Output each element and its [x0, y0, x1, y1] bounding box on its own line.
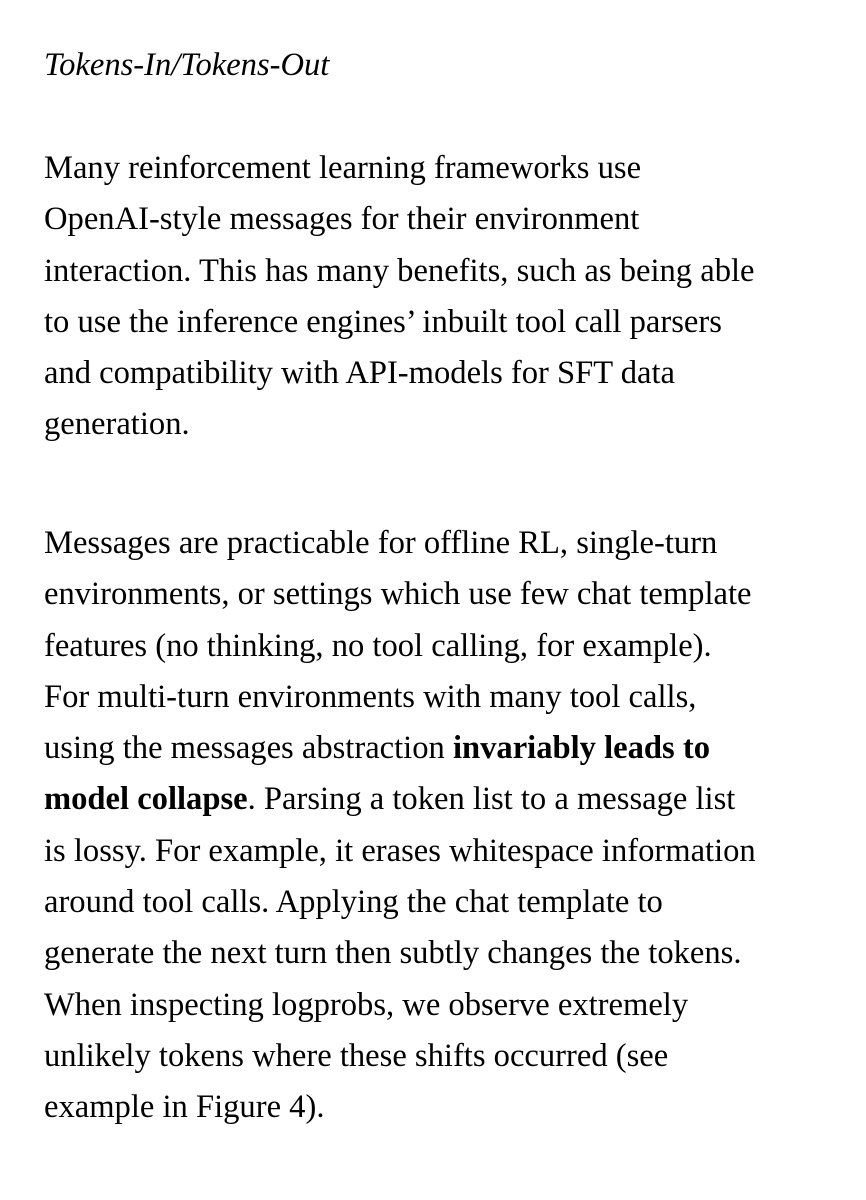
text-line: environments, or settings which use few chat template: [44, 576, 752, 613]
text-line: to use the inference engines’ inbuilt tool call parsers: [44, 303, 722, 340]
text-line: Many reinforcement learning frameworks use: [44, 150, 642, 186]
paragraph-messages: [44, 518, 824, 1134]
text-line: OpenAI-style messages for their environment: [44, 201, 640, 238]
paragraph-intro: [44, 143, 824, 451]
text-line: [44, 723, 824, 774]
text-line: interaction. This has many benefits, such as being able: [44, 252, 755, 289]
text-line: and compatibility with API-models for SFT data: [44, 355, 675, 392]
text-line: generate the next turn then subtly changes the tokens.: [44, 935, 742, 972]
text-line: generation.: [44, 406, 190, 443]
bold-emphasis: model collapse: [44, 781, 248, 818]
text-line: [44, 774, 824, 825]
text-line: example in Figure 4).: [44, 1089, 325, 1126]
text-line: For multi-turn environments with many tool calls,: [44, 678, 697, 715]
text-line: is lossy. For example, it erases whitespace information: [44, 832, 756, 869]
bold-emphasis: invariably leads to: [452, 730, 710, 767]
section-heading: Tokens-In/Tokens-Out: [44, 47, 330, 83]
document-page: [44, 40, 824, 1126]
text-line: features (no thinking, no tool calling, for example).: [44, 627, 712, 664]
text-line: Messages are practicable for offline RL, single-turn: [44, 525, 718, 561]
text-segment: using the messages abstraction: [44, 730, 453, 767]
text-segment: . Parsing a token list to a message list: [247, 781, 736, 818]
text-line: unlikely tokens where these shifts occurred (see: [44, 1037, 669, 1074]
text-line: When inspecting logprobs, we observe extremely: [44, 986, 689, 1023]
text-line: around tool calls. Applying the chat template to: [44, 884, 663, 921]
